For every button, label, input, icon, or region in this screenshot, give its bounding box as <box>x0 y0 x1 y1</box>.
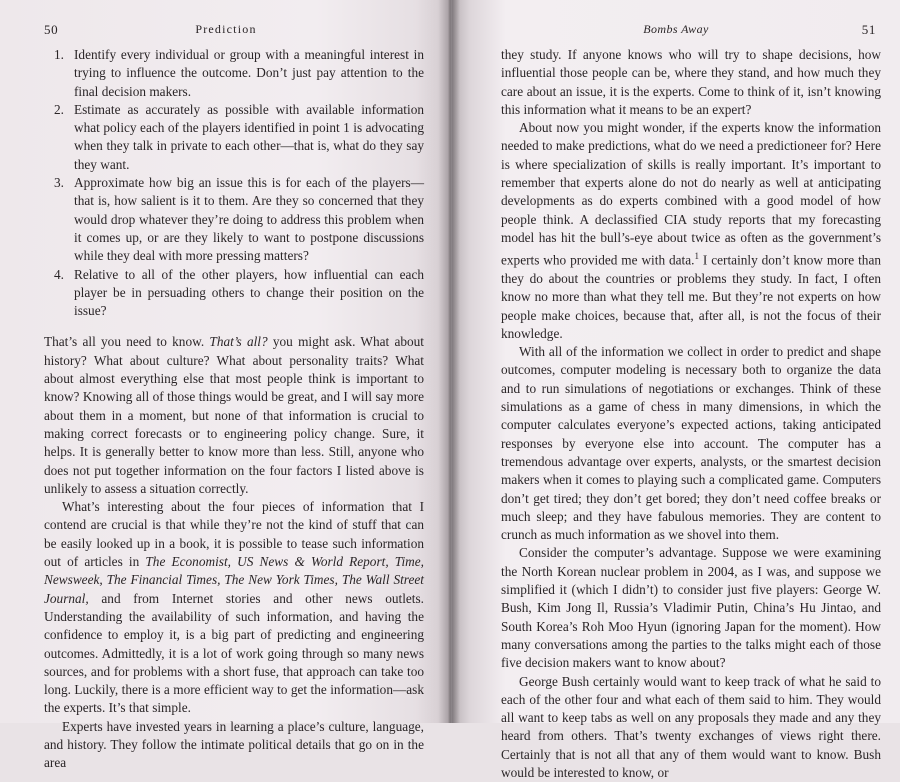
right-page-body <box>501 46 881 782</box>
footnote-marker: 1 <box>694 251 699 262</box>
list-text: Identify every individual or group with a meaningful interest in trying to influence the outcome. Don’t just pay attention to the final decision makers. <box>74 47 424 99</box>
list-item <box>54 46 424 101</box>
list-text: Approximate how big an issue this is for each of the players—that is, how salient is it to them. Are they so concerned that they would drop whatever they’re doing to address this problem when it comes up, or are they likely to want to postpone discussions while they deal with more pressing matters? <box>74 175 424 264</box>
paragraph: What’s interesting about the four pieces of information that I contend are crucial is that while they’re not the kind of stuff that can be easily looked up in a book, it is possible to tease such information out of articles in The Economist, US News & World Report, Time, Newsweek, The Financial Times, The New York Times, The Wall Street Journal, and from Internet stories and other news outlets. Understanding the availability of such information, and having the confidence to employ it, is a big part of predicting and engineering outcomes. Admittedly, it is a lot of work going through so many news sources, and for problems with a short fuse, that approach can take too long. Luckily, there is a more efficient way to get the information—ask the experts. It’s that simple. <box>44 499 424 716</box>
running-head-left: Prediction <box>195 22 257 36</box>
list-number: 4. <box>54 266 64 282</box>
paragraph: With all of the information we collect in order to predict and shape outcomes, computer modeling is necessary both to organize the data and to run simulations of negotiations or exchanges. Think of these simulations as a game of chess in many dimensions, in which the computer calculates everyone’s expected actions, taking anticipated responses by everyone else into account. The computer has a tremendous advantage over experts, analysts, or the smartest decision makers when it comes to playing such a complicated game. Computers don’t get tired; they don’t get bored; they don’t need coffee breaks or much sleep; and they have fabulous memories. They are content to crunch as much information as we shovel into them. <box>501 344 881 543</box>
list-number: 2. <box>54 101 64 117</box>
list-item <box>54 266 424 321</box>
left-page-body <box>44 46 424 773</box>
paragraph: Experts have invested years in learning a place’s culture, language, and history. They follow the intimate political details that go on in the area <box>44 718 424 771</box>
list-number: 3. <box>54 175 64 191</box>
list-text: Estimate as accurately as possible with available information what policy each of the players identified in point 1 is advocating when they talk in private to each other—that is, what do they say they want. <box>74 101 424 172</box>
list-number: 1. <box>54 47 64 62</box>
paragraph: About now you might wonder, if the experts know the information needed to make predictions, what do we need a predictioneer for? Here is where specialization of skills is really important. It’s important to remember that experts alone do not do nearly as well at anticipating developments as do experts combined with a good model of how people think. A declassified CIA study reports that my forecasting model has hit the bull’s-eye about twice as often as the government’s experts who provided me with data.$^1$ I certainly don’t know more than they do about the countries or problems they study. In fact, I often know no more than what they tell me. But they’re not experts on how people make choices, because that, after all, is not the focus of their knowledge. <box>501 120 881 341</box>
page-number-left: 50 <box>44 22 59 37</box>
paragraph: George Bush certainly would want to keep track of what he said to each of the other four and what each of them said to him. They would all want to keep tabs as well on any proposals they made and any they heard from others. That’s twenty exchanges of views right there. Certainly that is not all that any of them would want to know. Bush would be interested to know, or <box>501 673 881 780</box>
left-page <box>0 0 452 771</box>
book-gutter <box>438 0 460 723</box>
list-text: Relative to all of the other players, how influential can each player be in persuading others to change their position on the issue? <box>74 266 424 319</box>
paragraph: they study. If anyone knows who will try to shape decisions, how influential those people can be, where they stand, and how much they care about an issue, it is the experts. Come to think of it, isn’t knowing this information what it means to be an expert? <box>501 47 881 117</box>
list-spacer <box>44 320 424 333</box>
page-number-right: 51 <box>861 22 876 37</box>
publication-names: The Economist, US News & World Report, Time, Newsweek, The Financial Times, The New York Times, The Wall Street Journal, <box>44 554 424 606</box>
right-page <box>452 0 900 780</box>
emphasis: That’s all? <box>209 334 268 350</box>
paragraph: That’s all you need to know. That’s all? you might ask. What about history? What about culture? What about personality traits? What about almost everything else that most people think is important to know? Knowing all of those things would be great, and I will say more about them in a moment, but none of that information is crucial to making correct forecasts or to engineering policy change. Sure, it helps. It is generally better to know more than less. Still, anyone who does not put together information on the four factors I listed above is unlikely to assess a situation correctly. <box>44 334 424 496</box>
running-head-right: Bombs Away <box>643 22 709 36</box>
paragraph: Consider the computer’s advantage. Suppose we were examining the North Korean nuclear problem in 2004, as I was, and suppose we simplified it (which I didn’t) to consider just five players: George W. Bush, Kim Jong Il, Russia’s Vladimir Putin, China’s Hu Jintao, and South Korea’s Roh Moo Hyun (ignoring Japan for the moment). How many conversations among the parties to the talks might each of those five decision makers want to know about? <box>501 545 881 671</box>
factor-list <box>44 46 424 320</box>
list-item <box>54 101 424 174</box>
list-item <box>54 174 424 265</box>
